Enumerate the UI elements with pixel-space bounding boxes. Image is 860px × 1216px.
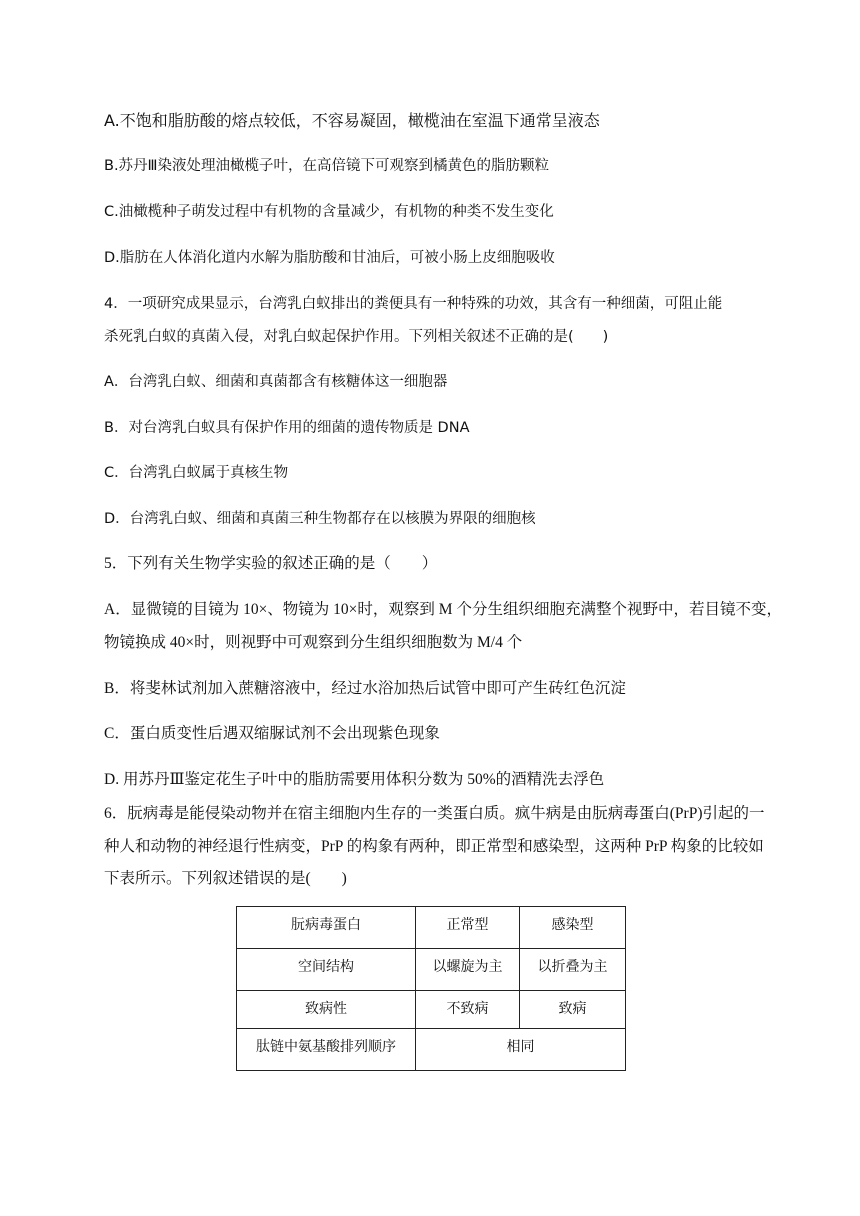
table-cell: 以折叠为主 xyxy=(520,949,626,991)
table-row xyxy=(237,991,626,1029)
table-cell: 正常型 xyxy=(416,907,520,949)
prp-comparison-table xyxy=(236,906,626,1071)
q5-option-a-line1: A．显微镜的目镜为 10×、物镜为 10×时，观察到 M 个分生组织细胞充满整个视野中，若目镜不变， xyxy=(104,601,782,618)
q5-option-b: B．将斐林试剂加入蔗糖溶液中，经过水浴加热后试管中即可产生砖红色沉淀 xyxy=(104,680,626,697)
q3-option-b: B.苏丹Ⅲ染液处理油橄榄子叶，在高倍镜下可观察到橘黄色的脂肪颗粒 xyxy=(104,158,550,174)
q3-option-c: C.油橄榄种子萌发过程中有机物的含量减少，有机物的种类不发生变化 xyxy=(104,204,554,220)
q4-option-c: C．台湾乳白蚁属于真核生物 xyxy=(104,465,289,481)
q4-stem-line1: 4．一项研究成果显示，台湾乳白蚁排出的粪便具有一种特殊的功效，其含有一种细菌，可阻止能 xyxy=(104,296,723,312)
table-row xyxy=(237,949,626,991)
table-cell: 感染型 xyxy=(520,907,626,949)
q4-option-b: B．对台湾乳白蚁具有保护作用的细菌的遗传物质是 DNA xyxy=(104,420,470,436)
table-cell: 致病 xyxy=(520,991,626,1029)
q3-option-a: A.不饱和脂肪酸的熔点较低，不容易凝固，橄榄油在室温下通常呈液态 xyxy=(104,111,600,130)
q5-option-c: C．蛋白质变性后遇双缩脲试剂不会出现紫色现象 xyxy=(104,725,440,742)
table-cell: 以螺旋为主 xyxy=(416,949,520,991)
q4-stem-line2: 杀死乳白蚁的真菌入侵，对乳白蚁起保护作用。下列相关叙述不正确的是( ) xyxy=(104,329,609,345)
table-cell: 朊病毒蛋白 xyxy=(237,907,416,949)
q5-option-d: D. 用苏丹Ⅲ鉴定花生子叶中的脂肪需要用体积分数为 50%的酒精洗去浮色 xyxy=(104,771,605,788)
table-cell: 致病性 xyxy=(237,991,416,1029)
table-cell: 不致病 xyxy=(416,991,520,1029)
table-row xyxy=(237,1029,626,1071)
q5-stem: 5．下列有关生物学实验的叙述正确的是（ ） xyxy=(104,555,438,572)
table-header-row xyxy=(237,907,626,949)
q5-option-a-line2: 物镜换成 40×时，则视野中可观察到分生组织细胞数为 M/4 个 xyxy=(104,634,523,651)
q6-stem-line3: 下表所示。下列叙述错误的是( ) xyxy=(104,870,347,887)
q6-stem-line2: 种人和动物的神经退行性病变，PrP 的构象有两种，即正常型和感染型，这两种 PrP 构象的比较如 xyxy=(104,838,764,855)
table-cell: 空间结构 xyxy=(237,949,416,991)
q6-stem-line1: 6．朊病毒是能侵染动物并在宿主细胞内生存的一类蛋白质。疯牛病是由朊病毒蛋白(PrP)引起的一 xyxy=(104,805,765,822)
q3-option-d: D.脂肪在人体消化道内水解为脂肪酸和甘油后，可被小肠上皮细胞吸收 xyxy=(104,250,555,266)
table-cell: 相同 xyxy=(416,1029,626,1071)
q4-option-d: D．台湾乳白蚁、细菌和真菌三种生物都存在以核膜为界限的细胞核 xyxy=(104,511,536,527)
table-cell: 肽链中氨基酸排列顺序 xyxy=(237,1029,416,1071)
q4-option-a: A．台湾乳白蚁、细菌和真菌都含有核糖体这一细胞器 xyxy=(104,374,448,390)
